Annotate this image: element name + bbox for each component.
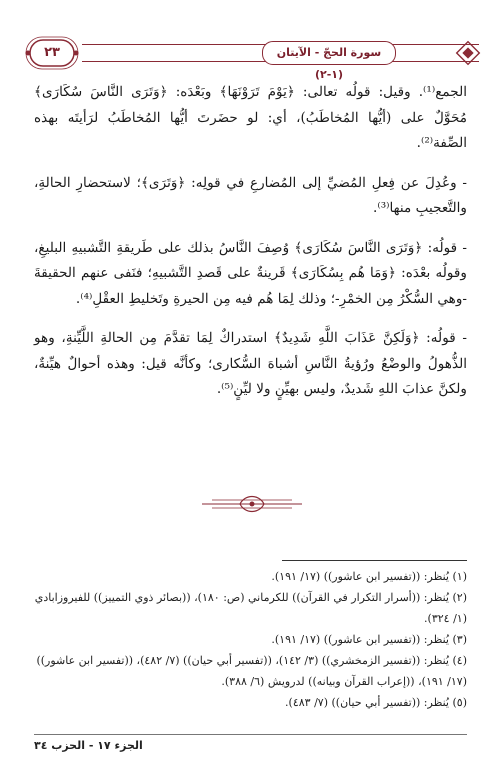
footer-rule xyxy=(34,734,467,735)
paragraph: - قولُه: ﴿وَلَكِنَّ عَذَابَ اللَّهِ شَدِيدٌ﴾ استدراكٌ لِمَا تقدَّمَ مِن الحالةِ اللَّيِّنةِ، وهو الذُّهولُ والوضْعُ ورُؤيةُ النَّاسِ أشباهَ السُّكارى؛ وكأنَّه قيل: وهذه أحوالٌ هيِّنةٌ، ولكنَّ عذابَ اللهِ شَديدٌ، وليس بهيِّنٍ ولا ليِّنٍ⁽⁵⁾. xyxy=(34,330,467,397)
surah-title: سورة الحجّ - الآيتان (١-٢) xyxy=(262,41,396,65)
page-number: ٢٣ xyxy=(44,45,60,60)
header-ornament-icon xyxy=(455,40,481,66)
footnote: (٣) يُنظر: ((تفسير ابن عاشور)) (١٧/ ١٩١). xyxy=(271,633,467,646)
page-number-badge xyxy=(24,36,80,70)
main-text xyxy=(34,80,467,417)
footnote: (٤) يُنظر: ((تفسير الزمخشري)) (٣/ ١٤٢)، ((تفسير أبي حيان)) (٧/ ٤٨٢)، ((تفسير ابن عاشور)) (١٧/ ١٩١)، ((إعراب القرآن وبيانه)) لدرويش (٦/ ٣٨٨). xyxy=(36,654,467,688)
page-header xyxy=(22,36,481,81)
footnote-separator xyxy=(282,560,467,561)
paragraph: - قولُه: ﴿وَتَرَى النَّاسَ سُكَارَى﴾ وُصِفَ النَّاسُ بذلك على طَريقةِ التَّشبيهِ البليغِ، وقولُه بعْدَه: ﴿وَمَا هُم بِسُكَارَى﴾ قَرينةٌ على قَصدِ التَّشبيهِ؛ فنَفى عنهم الحقيقةَ -وهي السُّكْرُ مِن الخمْرِ-؛ وذلك لِمَا هُم فيه مِن الحيرةِ وتَخليطِ العقْلِ⁽⁴⁾. xyxy=(34,239,467,307)
section-divider-ornament-icon xyxy=(200,492,304,516)
paragraph: - وعُدِلَ عن فِعلِ المُضيِّ إلى المُضارعِ في قولِه: ﴿وَتَرَى﴾؛ لاستحضارِ الحالةِ، والتَّعجيبِ منها⁽³⁾. xyxy=(34,174,467,216)
footnote: (٢) يُنظر: ((أسرار التكرار في القرآن)) للكرماني (ص: ١٨٠)، ((بصائر ذوي التمييز)) للفيروزابادي (١/ ٣٢٤). xyxy=(34,591,467,625)
footnote: (١) يُنظر: ((تفسير ابن عاشور)) (١٧/ ١٩١). xyxy=(271,570,467,583)
footnotes xyxy=(34,566,467,713)
footnote: (٥) يُنظر: ((تفسير أبي حيان)) (٧/ ٤٨٣). xyxy=(285,696,467,709)
paragraph: الجمع⁽¹⁾. وقيل: قولُه تعالى: ﴿يَوْمَ تَرَوْنَهَا﴾ وبَعْدَه: ﴿وَتَرَى النَّاسَ سُكَارَى﴾ مُحَوَّلٌ على (أيُّها المُخاطَبُ)، أي: لو حضَرتَ أيُّها المُخاطَبُ لرَأيتَه بهذه الصِّفة⁽²⁾. xyxy=(34,84,467,151)
part-and-hizb-label: الجزء ١٧ - الحزب ٣٤ xyxy=(34,739,143,752)
